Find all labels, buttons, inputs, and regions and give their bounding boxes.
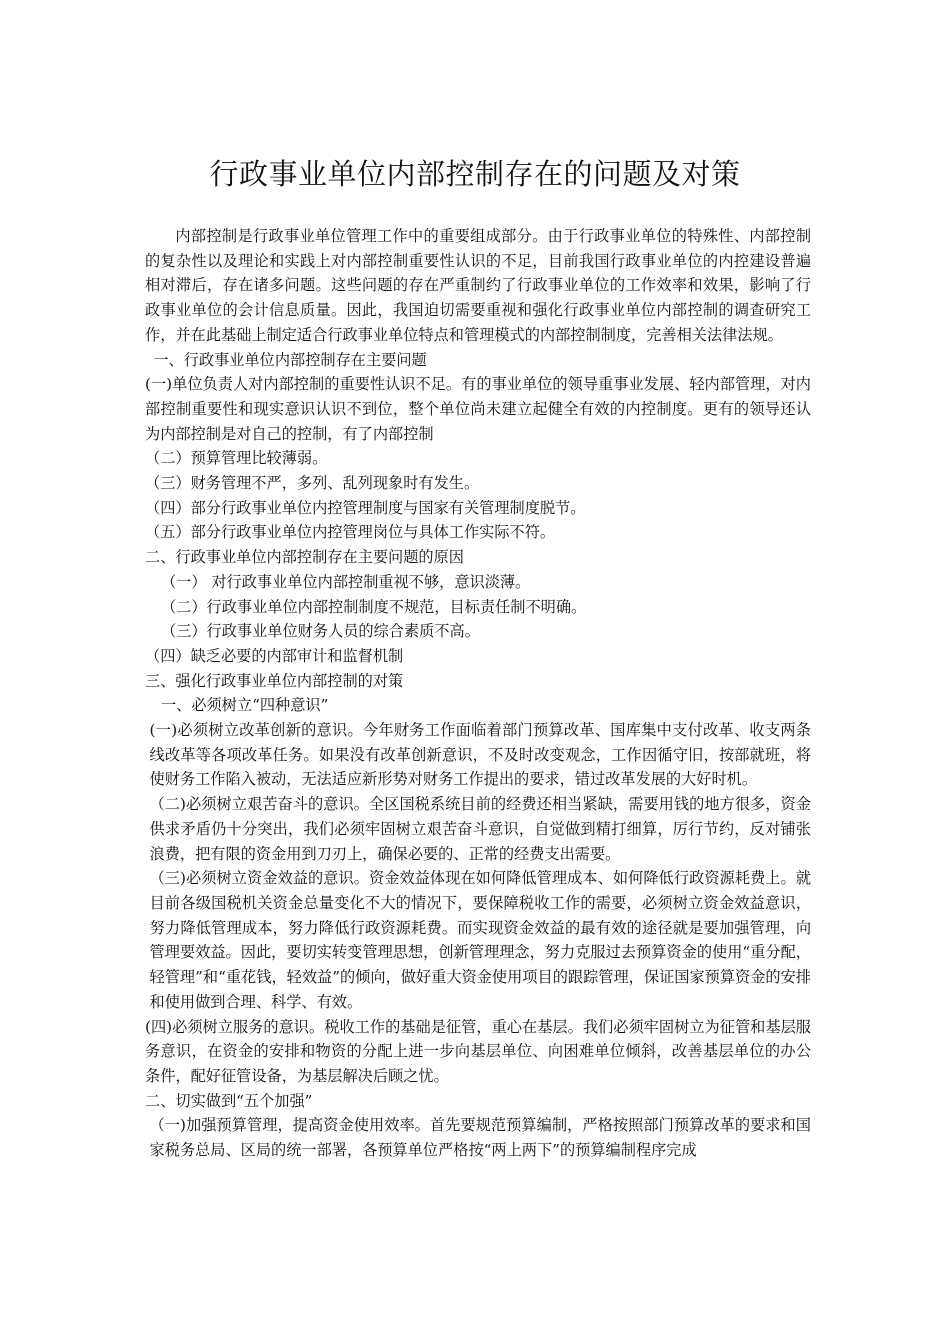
subsection-heading-five-strengthen: 二、切实做到“五个加强” [145,1091,313,1110]
awareness-item-2: （二)必须树立艰苦奋斗的意识。全区国税系统目前的经费还相当紧缺，需要用钱的地方很多，资金供求矛盾仍十分突出，我们必须牢固树立艰苦奋斗意识，自觉做到精打细算，厉行节约，反对铺张浪费，把有限的资金用到刀刃上，确保必要的、正常的经费支出需要。 [149,795,811,863]
awareness-item-4: (四)必须树立服务的意识。税收工作的基础是征管，重心在基层。我们必须牢固树立为征管和基层服务意识，在资金的安排和物资的分配上进一步向基层单位、向困难单位倾斜，改善基层单位的办公条件，配好征管设备，为基层解决后顾之忧。 [145,1017,811,1085]
cause-item-2: （二）行政事业单位内部控制制度不规范，目标责任制不明确。 [160,597,587,616]
intro-paragraph: 内部控制是行政事业单位管理工作中的重要组成部分。由于行政事业单位的特殊性、内部控制的复杂性以及理论和实践上对内部控制重要性认识的不足，目前我国行政事业单位的内控建设普遍相对滞后，存在诸多问题。这些问题的存在严重制约了行政事业单位的工作效率和效果，影响了行政事业单位的会计信息质量。因此，我国迫切需要重视和强化行政事业单位内部控制的调查研究工作，并在此基础上制定适合行政事业单位特点和管理模式的内部控制制度，完善相关法律法规。 [145,227,811,344]
problem-item-1: (一)单位负责人对内部控制的重要性认识不足。有的事业单位的领导重事业发展、轻内部管理，对内部控制重要性和现实意识认识不到位，整个单位尚未建立起健全有效的内控制度。更有的领导还认为内部控制是对自己的控制，有了内部控制 [145,375,811,443]
awareness-item-3: （三)必须树立资金效益的意识。资金效益体现在如何降低管理成本、如何降低行政资源耗费上。就目前各级国税机关资金总量变化不大的情况下，要保障税收工作的需要，必须树立资金效益意识，努力降低管理成本，努力降低行政资源耗费。而实现资金效益的最有效的途径就是要加强管理，向管理要效益。因此，要切实转变管理思想，创新管理理念，努力克服过去预算资金的使用“重分配，轻管理”和“重花钱，轻效益”的倾向，做好重大资金使用项目的跟踪管理，保证国家预算资金的安排和使用做到合理、科学、有效。 [149,869,811,1011]
problem-item-2: （二）预算管理比较薄弱。 [145,449,328,468]
section-heading-1: 一、行政事业单位内部控制存在主要问题 [153,350,427,369]
problem-item-4: （四）部分行政事业单位内控管理制度与国家有关管理制度脱节。 [145,498,586,517]
problem-item-3: （三）财务管理不严，多列、乱列现象时有发生。 [145,474,480,493]
document-body [145,224,811,1163]
subsection-heading-four-awareness: 一、必须树立“四种意识” [160,696,329,715]
section-heading-3: 三、强化行政事业单位内部控制的对策 [145,671,404,690]
problem-item-5: （五）部分行政事业单位内控管理岗位与具体工作实际不符。 [145,523,556,542]
cause-item-3: （三）行政事业单位财务人员的综合素质不高。 [160,622,480,641]
section-heading-2: 二、行政事业单位内部控制存在主要问题的原因 [145,548,464,567]
cause-item-4: （四）缺乏必要的内部审计和监督机制 [145,646,404,665]
document-title: 行政事业单位内部控制存在的问题及对策 [209,157,741,191]
awareness-item-1: (一)必须树立改革创新的意识。今年财务工作面临着部门预算改革、国库集中支付改革、收支两条线改革等各项改革任务。如果没有改革创新意识，不及时改变观念，工作因循守旧，按部就班，将使财务工作陷入被动，无法适应新形势对财务工作提出的要求，错过改革发展的大好时机。 [149,721,811,789]
strengthen-item-1: （一)加强预算管理，提高资金使用效率。首先要规范预算编制，严格按照部门预算改革的要求和国家税务总局、区局的统一部署，各预算单位严格按“两上两下”的预算编制程序完成 [149,1116,811,1160]
cause-item-1: （一） 对行政事业单位内部控制重视不够，意识淡薄。 [160,572,531,591]
